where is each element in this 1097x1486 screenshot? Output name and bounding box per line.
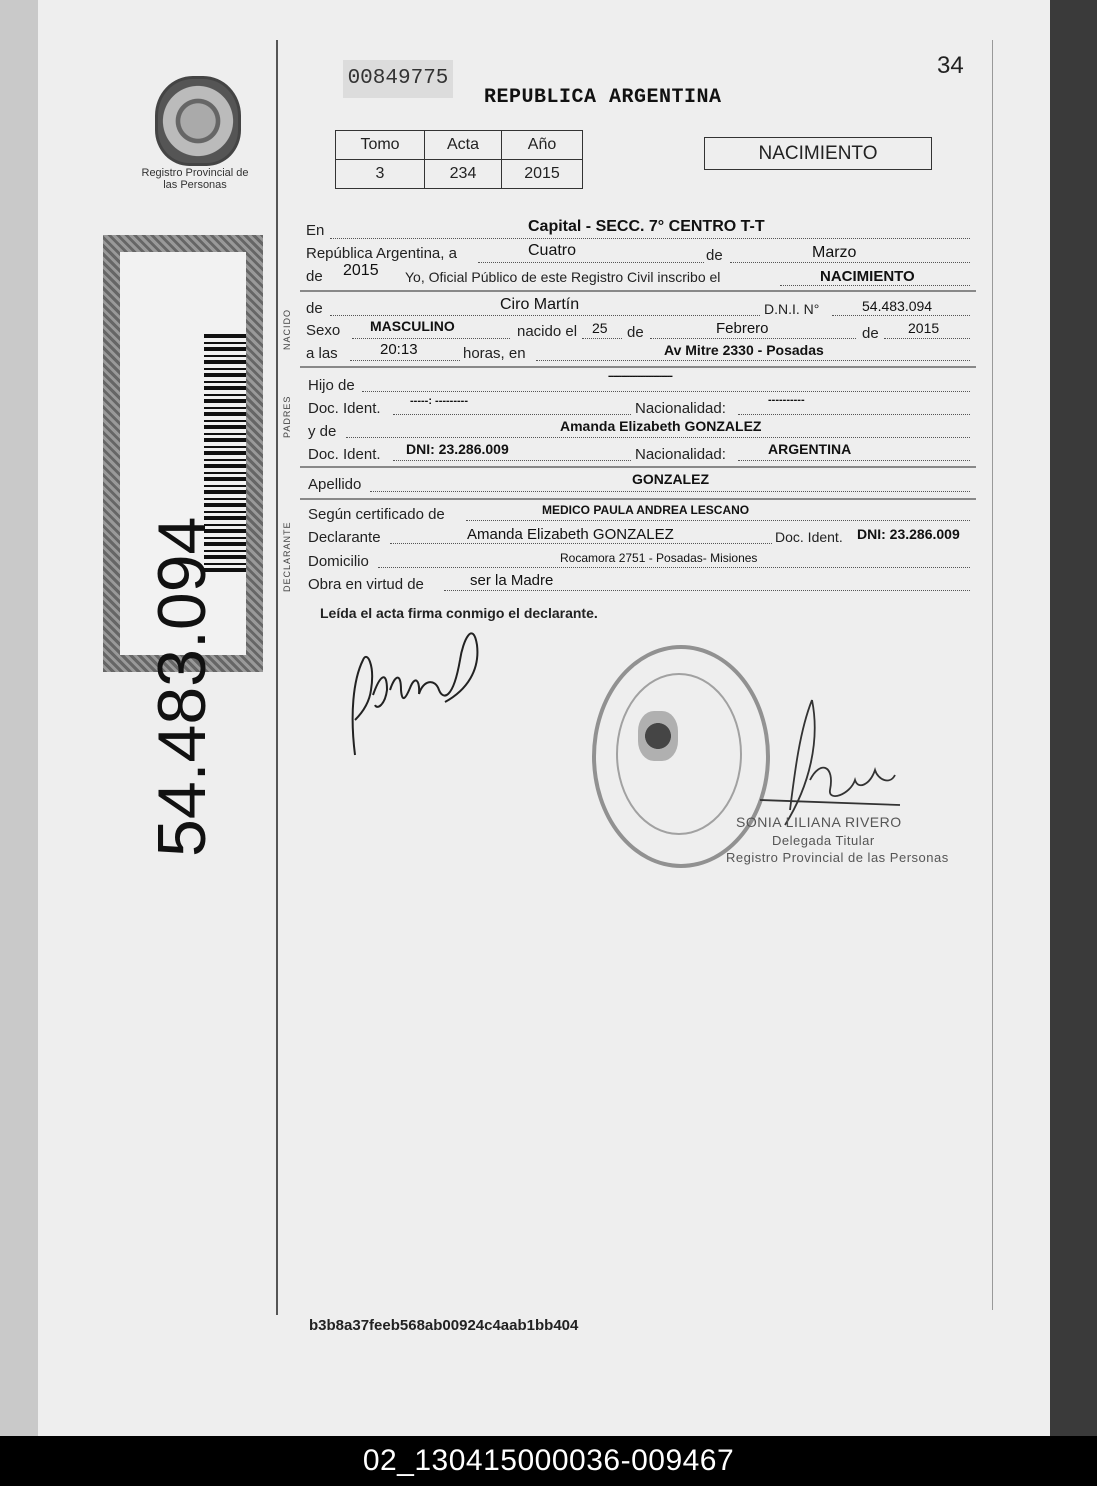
dotted-line (330, 315, 760, 316)
emblem-icon (638, 711, 678, 761)
declarante-section-label: DECLARANTE (282, 521, 292, 592)
dotted-line (730, 262, 970, 263)
birth-month: Febrero (716, 320, 769, 337)
dni-barcode-panel (103, 235, 263, 672)
father-value: ------------------------ (608, 370, 672, 382)
section-divider (300, 366, 976, 368)
acta-value: 234 (425, 160, 502, 189)
dotted-line (650, 338, 856, 339)
scan-id-bar (0, 1436, 1097, 1486)
officer-name: SONIA LILIANA RIVERO (736, 814, 902, 830)
tomo-value: 3 (336, 160, 425, 189)
dotted-line (444, 590, 970, 591)
apellido-label: Apellido (308, 476, 362, 493)
scan-id: 02_130415000036-009467 (362, 1444, 735, 1477)
nacido-el-label: nacido el (517, 323, 578, 340)
dotted-line (478, 262, 704, 263)
dotted-line (393, 460, 631, 461)
dni-number-vertical (152, 797, 212, 857)
dotted-line (466, 520, 970, 521)
dotted-line (370, 491, 970, 492)
closing-text: Leída el acta firma conmigo el declarante. (320, 605, 598, 621)
mother-doc: DNI: 23.286.009 (406, 441, 509, 457)
section-divider (300, 290, 976, 292)
dotted-line (330, 238, 970, 239)
dotted-line (393, 414, 631, 415)
serial-number: 00849775 (343, 60, 453, 98)
child-dni: 54.483.094 (862, 298, 933, 314)
tomo-header: Tomo (336, 131, 425, 160)
month-value: Marzo (812, 244, 857, 261)
year-value: 2015 (343, 262, 379, 279)
logo-caption: Registro Provincial de las Personas (141, 167, 249, 191)
dotted-line (832, 315, 970, 316)
document-title: REPUBLICA ARGENTINA (484, 86, 722, 109)
en-value: Capital - SECC. 7° CENTRO T-T (528, 218, 765, 235)
dotted-line (352, 338, 510, 339)
domicilio-label: Domicilio (308, 553, 369, 570)
birth-day: 25 (592, 320, 608, 336)
a-las-label: a las (306, 345, 338, 362)
birth-year: 2015 (908, 320, 940, 336)
certificado-label: Según certificado de (308, 506, 445, 523)
officer-org: Registro Provincial de las Personas (726, 850, 949, 865)
dotted-line (390, 543, 772, 544)
nacido-section-label: NACIDO (282, 308, 292, 350)
year-prefix: de (306, 268, 323, 285)
dotted-line (536, 360, 970, 361)
dotted-line (362, 391, 970, 392)
dotted-line (582, 338, 622, 339)
dotted-line (738, 414, 970, 415)
obra-value: ser la Madre (470, 572, 554, 589)
de-label: de (706, 247, 723, 264)
dotted-line (378, 567, 970, 568)
event-value: NACIMIENTO (820, 268, 915, 285)
nacido-de-label: de (306, 300, 323, 317)
doc-ident-label: Doc. Ident. (308, 400, 381, 417)
father-doc: -----: --------- (410, 395, 469, 407)
right-rule (992, 40, 993, 1310)
margin-rule (276, 40, 278, 1315)
nacionalidad-label: Nacionalidad: (635, 400, 726, 417)
mother-name: Amanda Elizabeth GONZALEZ (560, 418, 762, 434)
official-signature (740, 690, 910, 830)
section-divider (300, 466, 976, 468)
sexo-value: MASCULINO (370, 318, 455, 334)
sexo-label: Sexo (306, 322, 341, 339)
registry-table (335, 130, 583, 189)
de-label: de (627, 324, 644, 341)
mother-nationality: ARGENTINA (768, 441, 852, 457)
hijo-label: Hijo de (308, 377, 355, 394)
dotted-line (738, 460, 970, 461)
en-label: En (306, 222, 325, 239)
declarante-label: Declarante (308, 529, 381, 546)
birth-time: 20:13 (380, 341, 418, 358)
nacionalidad-label: Nacionalidad: (635, 446, 726, 463)
provincial-seal-logo (155, 76, 241, 166)
anio-value: 2015 (502, 160, 583, 189)
dotted-line (884, 338, 970, 339)
officer-title: Delegada Titular (772, 833, 875, 848)
anio-header: Año (502, 131, 583, 160)
document-type-box: NACIMIENTO (704, 137, 932, 170)
apellido-value: GONZALEZ (632, 471, 709, 487)
dotted-line (780, 285, 970, 286)
y-de-label: y de (308, 423, 337, 440)
dotted-line (346, 437, 970, 438)
inscribo-text: Yo, Oficial Público de este Registro Civil inscribo el (405, 269, 721, 285)
document-hash: b3b8a37feeb568ab00924c4aab1bb404 (309, 1317, 579, 1334)
acta-header: Acta (425, 131, 502, 160)
page-edge (0, 0, 38, 1436)
section-divider (300, 498, 976, 500)
doc-ident-label: Doc. Ident. (308, 446, 381, 463)
de-label: de (862, 325, 879, 342)
declarante-doc: DNI: 23.286.009 (857, 526, 960, 542)
horas-label: horas, en (463, 345, 526, 362)
doc-ident-label: Doc. Ident. (775, 529, 843, 545)
page-number: 34 (937, 52, 964, 79)
certificado-value: MEDICO PAULA ANDREA LESCANO (542, 503, 750, 517)
child-name: Ciro Martín (500, 296, 580, 313)
padres-section-label: PADRES (282, 395, 292, 438)
dni-label: D.N.I. N° (764, 301, 820, 317)
declarante-value: Amanda Elizabeth GONZALEZ (467, 526, 674, 543)
declarant-signature (335, 620, 485, 765)
republica-label: República Argentina, a (306, 245, 457, 262)
obra-label: Obra en virtud de (308, 576, 424, 593)
birth-place: Av Mitre 2330 - Posadas (664, 342, 824, 358)
dotted-line (350, 360, 460, 361)
domicilio-value: Rocamora 2751 - Posadas- Misiones (560, 551, 758, 565)
day-value: Cuatro (528, 242, 577, 259)
father-nationality: ---------- (768, 394, 805, 406)
